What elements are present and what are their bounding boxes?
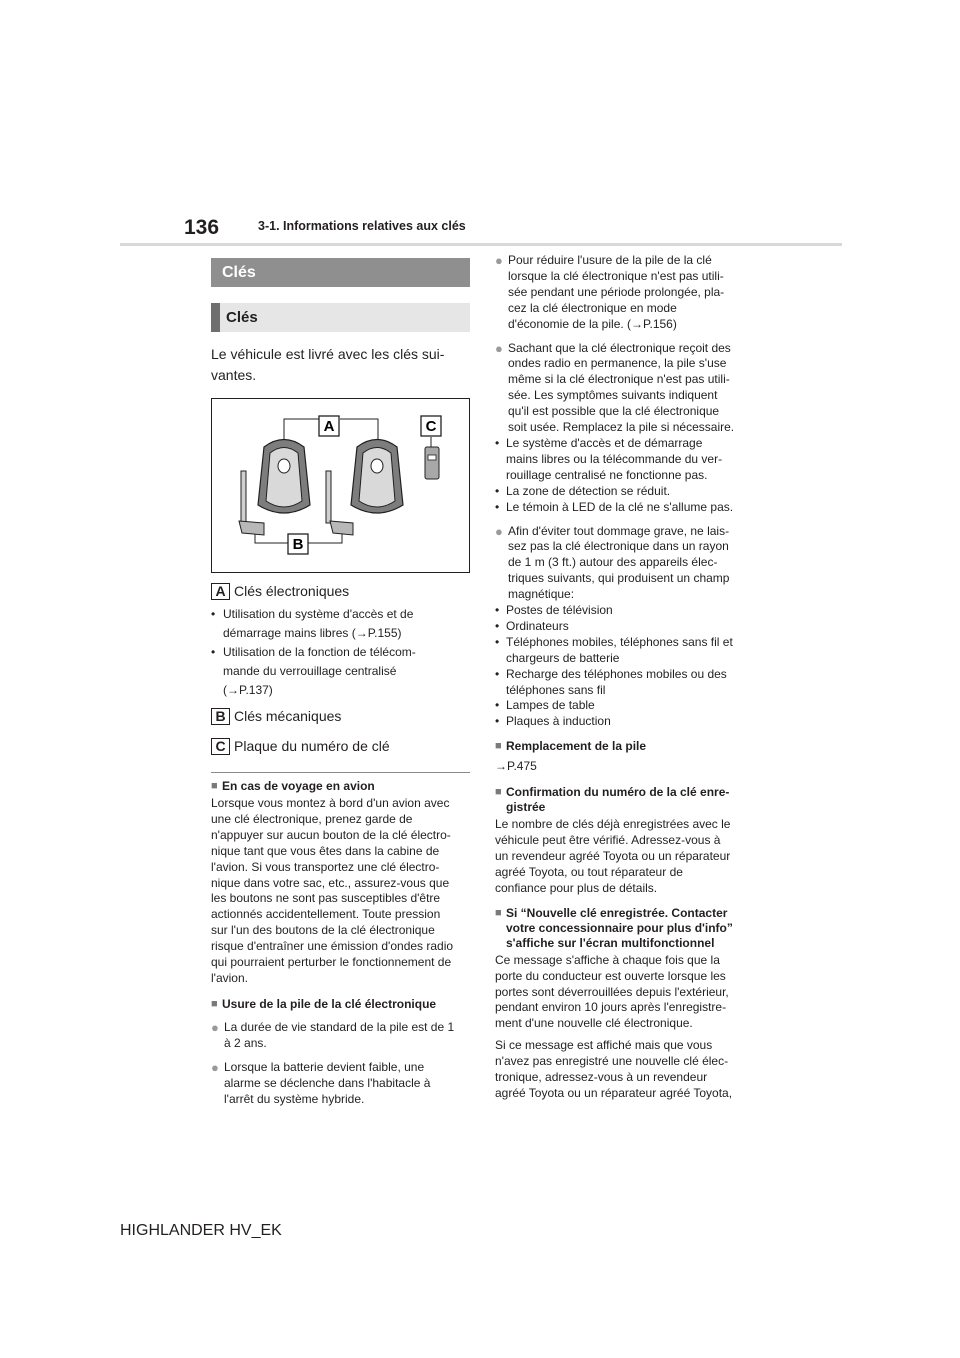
note-heading-usure [211, 997, 470, 1012]
list-item: • Le témoin à LED de la clé ne s'allume pas. [495, 499, 734, 514]
note-bullet: ● La durée de vie standard de la pile est de 1 à 2 ans. [211, 1019, 455, 1050]
note-bullet: ● Pour réduire l'usure de la pile de la clé lorsque la clé électronique n'est pas utili- sée pendant une période prolongée, pla- cez la clé électronique en mode d'économie de la pile. (→P.156) [495, 253, 725, 331]
note-bullet: ● Afin d'éviter tout dommage grave, ne lais- sez pas la clé électronique dans un rayon de 1 m (3 ft.) autour des appareils élec- triques suivants, qui produisent un champ magnétique: [495, 523, 730, 602]
left-column [211, 258, 470, 1107]
note-title: Remplacement de la pile [506, 739, 647, 754]
note-heading-pile [495, 739, 753, 754]
legend-item-c [211, 736, 470, 756]
square-bullet-icon: ■ [211, 997, 218, 1010]
note-heading-confirmation: ■ Confirmation du numéro de la clé enre- gistrée [495, 785, 730, 815]
note-heading-avion [211, 779, 470, 794]
key-number-plate [425, 447, 439, 479]
circle-bullet-icon: ● [211, 1059, 219, 1075]
legend-letter-a: A [211, 583, 230, 600]
list-item: • Recharge des téléphones mobiles ou des téléphones sans fil [495, 666, 727, 697]
note-text-message-2: Si ce message est affiché mais que vous n'avez pas enregistré une nouvelle clé élec- tronique, adressez-vous à un revendeur agréé Toyota ou un réparateur agréé Toyota, [495, 1038, 733, 1100]
list-item: • Postes de télévision [495, 603, 613, 618]
notes-divider [211, 772, 470, 773]
circle-bullet-icon: ● [211, 1019, 219, 1035]
note-bullet: ● Sachant que la clé électronique reçoit des ondes radio en permanence, la pile s'use même si la clé électronique n'est pas utili- sée. Les symptômes suivants indiquent qu'il est possible que la clé électronique soit usée. Remplacez la pile si nécessaire. [495, 340, 735, 435]
note-bullet: ● Lorsque la batterie devient faible, une alarme se déclenche dans l'habitacle à l'arrêt du système hybride. [211, 1059, 431, 1106]
page-reference[interactable]: →P.475 [495, 759, 537, 774]
keys-illustration [211, 398, 470, 573]
figure-label-c: C [425, 418, 437, 435]
legend-item-a [211, 581, 470, 601]
page-number: 136 [184, 216, 220, 239]
legend-label-a: Clés électroniques [234, 583, 350, 599]
footer-model-code: HIGHLANDER HV_EK [120, 1222, 282, 1239]
figure-label-a: A [323, 418, 335, 435]
device-list [495, 603, 753, 730]
chapter-title: 3-1. Informations relatives aux clés [258, 219, 466, 233]
list-item: • Téléphones mobiles, téléphones sans fil et chargeurs de batterie [495, 634, 733, 665]
legend-letter-b: B [211, 708, 230, 725]
legend-letter-c: C [211, 738, 230, 755]
detail-line: Utilisation du système d'accès et de [223, 607, 414, 621]
legend-label-c: Plaque du numéro de clé [234, 738, 390, 754]
square-bullet-icon: ■ [495, 906, 502, 919]
list-item: • Le système d'accès et de démarrage mains libres ou la télécommande du ver- rouillage centralisé ne fonctionne pas. [495, 435, 723, 482]
section-title: Clés [211, 258, 470, 287]
note-text-avion: Lorsque vous montez à bord d'un avion avec une clé électronique, prenez garde de n'appuyer sur aucun bouton de la clé électro- nique tant que vous êtes dans la cabine de l'avion. Si vous transportez une clé électro- nique dans votre sac, etc., assurez-vous que les boutons ne sont pas susceptibles d'être actionnés accidentellement. Toute pression sur l'un des boutons de la clé électronique risque d'entraîner une émission d'ondes radio qui pourraient perturber le fonctionnement de l'avion. [211, 796, 454, 985]
detail-line: mande du verrouillage centralisé [223, 664, 397, 678]
note-text-confirmation: Le nombre de clés déjà enregistrées avec le véhicule peut être vérifié. Adressez-vous à un revendeur agréé Toyota ou un réparateur agréé Toyota, ou tout réparateur de confiance pour plus de détails. [495, 817, 731, 895]
legend-a-details [211, 605, 470, 700]
square-bullet-icon: ■ [495, 786, 502, 799]
figure-legend [211, 581, 470, 756]
list-item: • Lampes de table [495, 698, 595, 713]
intro-text [211, 344, 470, 386]
square-bullet-icon: ■ [211, 780, 218, 792]
list-item: • La zone de détection se réduit. [495, 483, 671, 498]
note-text-message: Ce message s'affiche à chaque fois que la porte du conducteur est ouverte lorsque les portes sont déverrouillées depuis l'extérieur, pendant environ 10 jours après l'enregistre- ment d'une nouvelle clé électronique. [495, 952, 729, 1031]
detail-line: Utilisation de la fonction de télécom- [223, 645, 416, 659]
square-bullet-icon: ■ [495, 740, 502, 753]
circle-bullet-icon: ● [495, 523, 503, 539]
detail-line: démarrage mains libres (→P.155) [223, 626, 402, 640]
right-column [495, 253, 753, 1102]
note-title: En cas de voyage en avion [222, 779, 375, 793]
legend-item-b [211, 706, 470, 726]
figure-label-b: B [292, 536, 304, 553]
intro-line: Le véhicule est livré avec les clés sui- [211, 346, 445, 362]
circle-bullet-icon: ● [495, 253, 503, 268]
header-rule [120, 243, 842, 246]
note-heading-message: ■ Si “Nouvelle clé enregistrée. Contacter votre concessionnaire pour plus d'info” s'affiche sur l'écran multifonctionnel [495, 905, 733, 950]
legend-label-b: Clés mécaniques [234, 708, 342, 724]
note-title: Usure de la pile de la clé électronique [222, 996, 437, 1011]
bullet-dot: • [211, 645, 216, 659]
detail-line: (→P.137) [223, 683, 273, 697]
subsection-title: Clés [211, 303, 470, 332]
list-item: • Plaques à induction [495, 714, 611, 729]
symptom-list [495, 436, 753, 516]
circle-bullet-icon: ● [495, 340, 503, 356]
keys-drawing [212, 399, 469, 572]
list-item: • Ordinateurs [495, 618, 569, 633]
bullet-dot: • [211, 607, 216, 621]
intro-line: vantes. [211, 367, 257, 383]
